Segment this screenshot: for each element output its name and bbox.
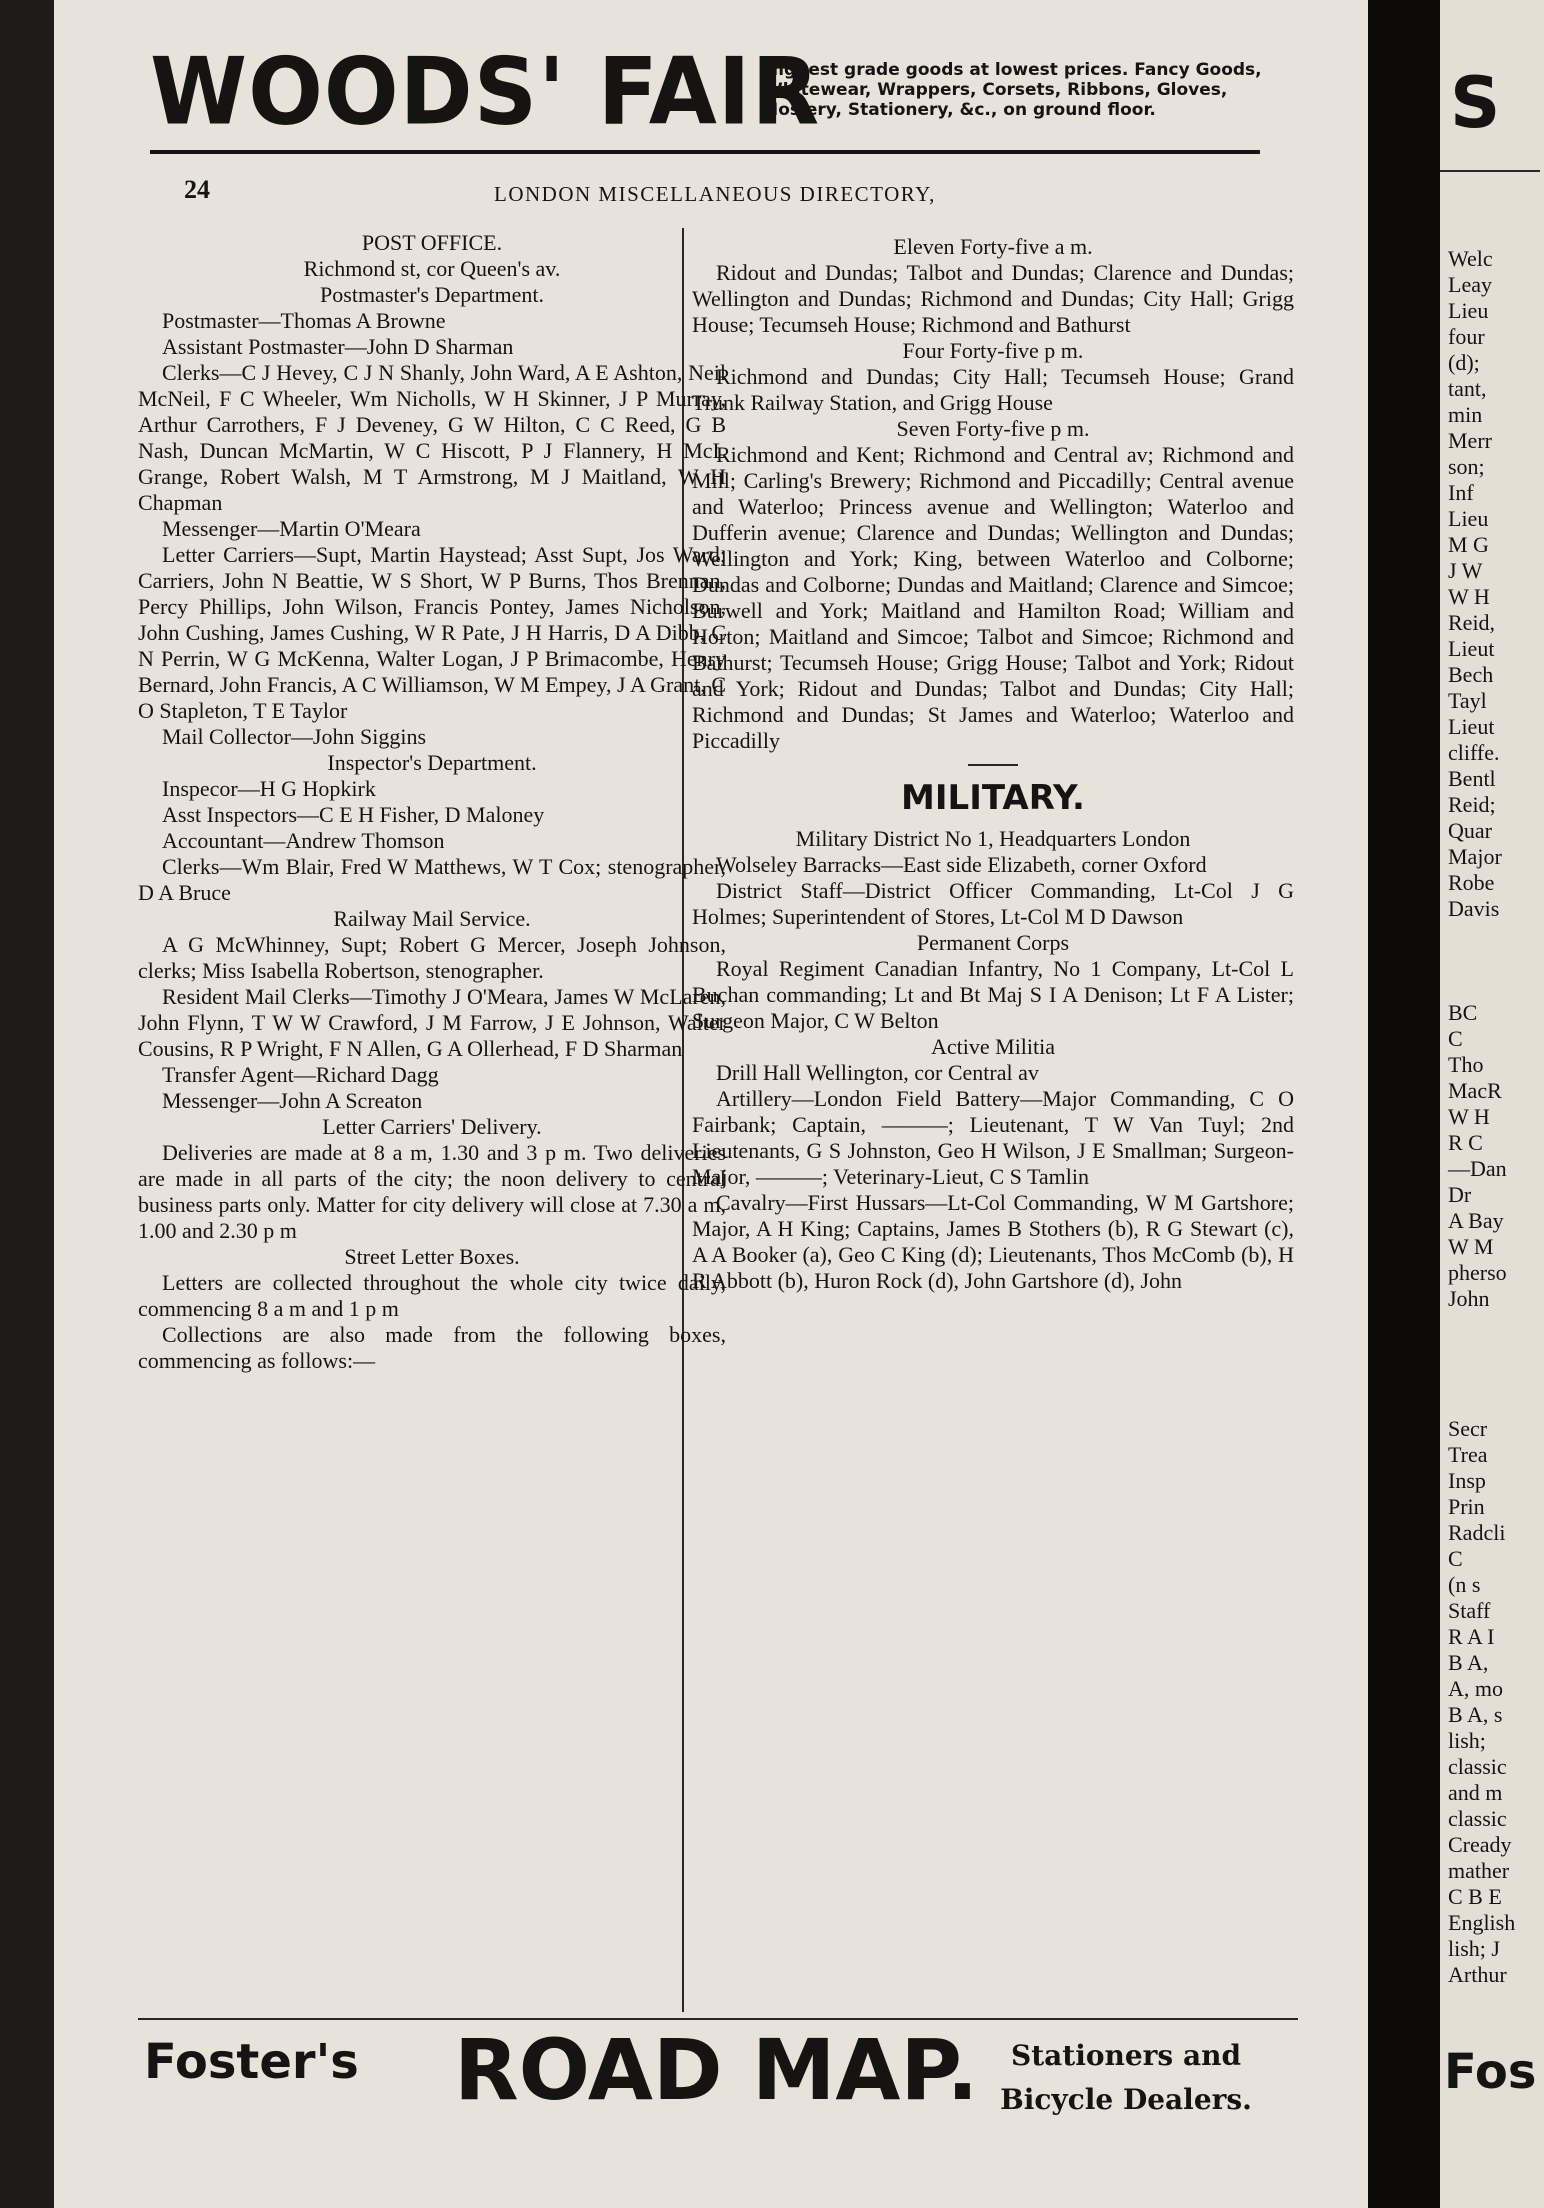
fragment-line: B A, s xyxy=(1448,1702,1503,1727)
fragment-line: four xyxy=(1448,324,1485,349)
directory-page xyxy=(54,0,1368,2208)
fragment-line: Trea xyxy=(1448,1442,1488,1467)
footer-advert-left: Foster's xyxy=(144,2034,359,2090)
left-column xyxy=(138,230,726,1374)
fragment-line: Staff xyxy=(1448,1598,1491,1623)
entry: A G McWhinney, Supt; Robert G Mercer, Joseph Johnson, clerks; Miss Isabella Robertson, stenographer. xyxy=(138,932,726,983)
fragment-line: Quar xyxy=(1448,818,1492,843)
fragment-line: mather xyxy=(1448,1858,1510,1883)
entry: Resident Mail Clerks—Timothy J O'Meara, James W McLaren, John Flynn, T W W Crawford, J M Farrow, J E Johnson, Walter Cousins, R P Wright, F N Allen, G A Ollerhead, F D Sharman xyxy=(138,984,726,1061)
collection-time: Seven Forty-five p m. xyxy=(896,416,1090,441)
collection-time: Eleven Forty-five a m. xyxy=(893,234,1093,259)
entry: Clerks—C J Hevey, C J N Shanly, John Ward, A E Ashton, Neil McNeil, F C Wheeler, Wm Nicholls, W H Skinner, J P Murray, Arthur Carrothers, F J Deveney, G W Hilton, C C Reed, G B Nash, Duncan McMartin, W C Hiscott, P J Flannery, H McL Grange, Robert Walsh, M T Armstrong, M J Maitland, W H Chapman xyxy=(138,360,726,515)
fragment-line: Insp xyxy=(1448,1468,1486,1493)
fragment-line: A, mo xyxy=(1448,1676,1503,1701)
fragment-line: (n s xyxy=(1448,1572,1481,1597)
fragment-line: and m xyxy=(1448,1780,1503,1805)
fragment-line: C xyxy=(1448,1546,1463,1571)
entry: Cavalry—First Hussars—Lt-Col Commanding, W M Gartshore; Major, A H King; Captains, James B Stothers (b), R G Stewart (c), A A Booker (a), Geo C King (d); Lieutenants, Thos McComb (b), H R Abbott (b), Huron Rock (d), John Gartshore (d), John xyxy=(692,1190,1294,1293)
collection-route: Richmond and Kent; Richmond and Central av; Richmond and Mill; Carling's Brewery; Richmond and Piccadilly; Central avenue and Waterloo; Princess avenue and Wellington; Waterloo and Dufferin avenue; Clarence and Dundas; Wellington and Dundas; Wellington and York; King, between Waterloo and Colborne; Dundas and Colborne; Dundas and Maitland; Clarence and Simcoe; Burwell and York; Maitland and Hamilton Road; William and Horton; Maitland and Simcoe; Talbot and Simcoe; Richmond and Bathurst; Tecumseh House; Grigg House; Talbot and York; Ridout and York; Ridout and Dundas; Talbot and Dundas; City Hall; Richmond and Dundas; St James and Waterloo; Waterloo and Piccadilly xyxy=(692,442,1294,753)
fragment-line: Lieut xyxy=(1448,636,1495,661)
fragment-line: Arthur xyxy=(1448,1962,1507,1987)
header-rule xyxy=(150,150,1260,154)
military-heading: MILITARY. xyxy=(901,778,1085,818)
fragment-line: BC xyxy=(1448,1000,1478,1025)
fragment-line: Cready xyxy=(1448,1832,1512,1857)
fragment-line: W H xyxy=(1448,1104,1490,1129)
subheading: Railway Mail Service. xyxy=(333,906,531,931)
subheading: Inspector's Department. xyxy=(327,750,537,775)
footer-line: Stationers and xyxy=(1010,2039,1242,2072)
section-heading: POST OFFICE. xyxy=(361,230,503,255)
page-gutter xyxy=(1368,0,1440,2208)
fragment-line: Merr xyxy=(1448,428,1492,453)
entry: Postmaster—Thomas A Browne xyxy=(162,308,446,333)
paragraph: Letters are collected throughout the whole city twice daily, commencing 8 a m and 1 p m xyxy=(138,1270,726,1321)
entry: Royal Regiment Canadian Infantry, No 1 Company, Lt-Col L Buchan commanding; Lt and Bt Maj S I A Denison; Lt F A Lister; Surgeon Major, C W Belton xyxy=(692,956,1294,1033)
fragment-line: Dr xyxy=(1448,1182,1472,1207)
fragment-line: pherso xyxy=(1448,1260,1507,1285)
footer-rule xyxy=(138,2018,1298,2020)
entry: Wolseley Barracks—East side Elizabeth, corner Oxford xyxy=(716,852,1207,877)
entry: Transfer Agent—Richard Dagg xyxy=(162,1062,439,1087)
paragraph: Collections are also made from the following boxes, commencing as follows:— xyxy=(138,1322,726,1373)
fragment-line: W M xyxy=(1448,1234,1494,1259)
fragment-line: A Bay xyxy=(1448,1208,1504,1233)
fragment-line: min xyxy=(1448,402,1483,427)
entry: Messenger—Martin O'Meara xyxy=(162,516,421,541)
fragment-line: Davis xyxy=(1448,896,1500,921)
right-column xyxy=(692,234,1294,1294)
next-page-footer: Fos xyxy=(1444,2044,1537,2100)
subheading: Postmaster's Department. xyxy=(320,282,544,307)
fragment-line: lish; J xyxy=(1448,1936,1500,1961)
fragment-line: Robe xyxy=(1448,870,1495,895)
subheading: Active Militia xyxy=(930,1034,1056,1059)
fragment-line: R A I xyxy=(1448,1624,1495,1649)
fragment-line: Reid; xyxy=(1448,792,1496,817)
next-page-header: S xyxy=(1450,62,1501,144)
fragment-line: Tayl xyxy=(1448,688,1487,713)
entry: Drill Hall Wellington, cor Central av xyxy=(716,1060,1039,1085)
fragment-line: Lieu xyxy=(1448,298,1489,323)
fragment-line: Bech xyxy=(1448,662,1494,687)
subheading: Letter Carriers' Delivery. xyxy=(322,1114,542,1139)
fragment-line: Reid, xyxy=(1448,610,1496,635)
next-page-fragment xyxy=(1440,0,1544,2208)
entry: Inspecor—H G Hopkirk xyxy=(162,776,376,801)
fragment-line: J W xyxy=(1448,558,1483,583)
section-divider xyxy=(968,764,1018,766)
advert-title: WOODS' FAIR xyxy=(150,37,821,146)
fragment-line: Major xyxy=(1448,844,1502,869)
fragment-line: John xyxy=(1448,1286,1490,1311)
fragment-line: Bentl xyxy=(1448,766,1496,791)
entry: Military District No 1, Headquarters London xyxy=(795,826,1191,851)
fragment-line: classic xyxy=(1448,1754,1507,1779)
footer-line: Bicycle Dealers. xyxy=(1000,2083,1252,2116)
fragment-line: Lieu xyxy=(1448,506,1489,531)
subheading: Permanent Corps xyxy=(916,930,1070,955)
address: Richmond st, cor Queen's av. xyxy=(303,256,561,281)
fragment-line: R C xyxy=(1448,1130,1483,1155)
advert-blurb: Highest grade goods at lowest prices. Fancy Goods, Whitewear, Wrappers, Corsets, Ribbons, Gloves, Hosiery, Stationery, &c., on ground floor. xyxy=(764,60,1262,120)
fragment-line: (d); xyxy=(1448,350,1480,375)
fragment-line: Lieut xyxy=(1448,714,1495,739)
fragment-line: M G xyxy=(1448,532,1489,557)
entry: Messenger—John A Screaton xyxy=(162,1088,423,1113)
fragment-line: C xyxy=(1448,1026,1463,1051)
entry: Mail Collector—John Siggins xyxy=(162,724,426,749)
entry: Accountant—Andrew Thomson xyxy=(162,828,445,853)
fragment-line: C B E xyxy=(1448,1884,1502,1909)
entry: Asst Inspectors—C E H Fisher, D Maloney xyxy=(162,802,545,827)
fragment-line: Prin xyxy=(1448,1494,1485,1519)
fragment-line: Welc xyxy=(1448,246,1493,271)
collection-route: Ridout and Dundas; Talbot and Dundas; Clarence and Dundas; Wellington and Dundas; Richmond and Dundas; City Hall; Grigg House; Tecumseh House; Richmond and Bathurst xyxy=(692,260,1294,337)
directory-title: LONDON MISCELLANEOUS DIRECTORY, xyxy=(494,182,936,206)
fragment-line: Inf xyxy=(1448,480,1474,505)
paragraph: Deliveries are made at 8 a m, 1.30 and 3 p m. Two deliveries are made in all parts of the city; the noon delivery to central business parts only. Matter for city delivery will close at 7.30 a m, 1.00 and 2.30 p m xyxy=(138,1140,726,1243)
fragment-line: Leay xyxy=(1448,272,1492,297)
footer-advert-center: ROAD MAP. xyxy=(454,2021,979,2119)
entry: Clerks—Wm Blair, Fred W Matthews, W T Cox; stenographer, D A Bruce xyxy=(138,854,726,905)
fragment-line: B A, xyxy=(1448,1650,1489,1675)
entry: Artillery—London Field Battery—Major Commanding, C O Fairbank; Captain, ———; Lieutenant, T W Van Tuyl; 2nd Lieutenants, G S Johnston, Geo H Wilson, J E Smallman; Surgeon-Major, ———; Veterinary-Lieut, C S Tamlin xyxy=(692,1086,1294,1189)
fragment-line: tant, xyxy=(1448,376,1487,401)
next-page-rule xyxy=(1440,170,1540,172)
fragment-line: Radcli xyxy=(1448,1520,1506,1545)
fragment-line: cliffe. xyxy=(1448,740,1500,765)
subheading: Street Letter Boxes. xyxy=(344,1244,520,1269)
fragment-line: Secr xyxy=(1448,1416,1488,1441)
fragment-line: W H xyxy=(1448,584,1490,609)
page-number: 24 xyxy=(184,175,210,204)
fragment-line: —Dan xyxy=(1448,1156,1507,1181)
entry: Assistant Postmaster—John D Sharman xyxy=(162,334,514,359)
fragment-line: son; xyxy=(1448,454,1485,479)
footer-advert-right xyxy=(976,2034,1276,2122)
fragment-line: MacR xyxy=(1448,1078,1502,1103)
fragment-line: Tho xyxy=(1448,1052,1484,1077)
collection-route: Richmond and Dundas; City Hall; Tecumseh House; Grand Trunk Railway Station, and Grigg House xyxy=(692,364,1294,415)
entry: Letter Carriers—Supt, Martin Haystead; Asst Supt, Jos Ward; Carriers, John N Beattie, W S Short, W P Burns, Thos Brennan, Percy Phillips, John Wilson, Francis Pontey, James Nicholson, John Cushing, James Cushing, W R Pate, J H Harris, D A Dibb, C N Perrin, W G McKenna, Walter Logan, J P Brimacombe, Henry Bernard, John Francis, A C Williamson, W M Empey, J A Grant, C O Stapleton, T E Taylor xyxy=(138,542,726,723)
fragment-line: classic xyxy=(1448,1806,1507,1831)
collection-time: Four Forty-five p m. xyxy=(902,338,1084,363)
fragment-line: lish; xyxy=(1448,1728,1486,1753)
fragment-line: English xyxy=(1448,1910,1516,1935)
entry: District Staff—District Officer Commanding, Lt-Col J G Holmes; Superintendent of Stores, Lt-Col M D Dawson xyxy=(692,878,1294,929)
